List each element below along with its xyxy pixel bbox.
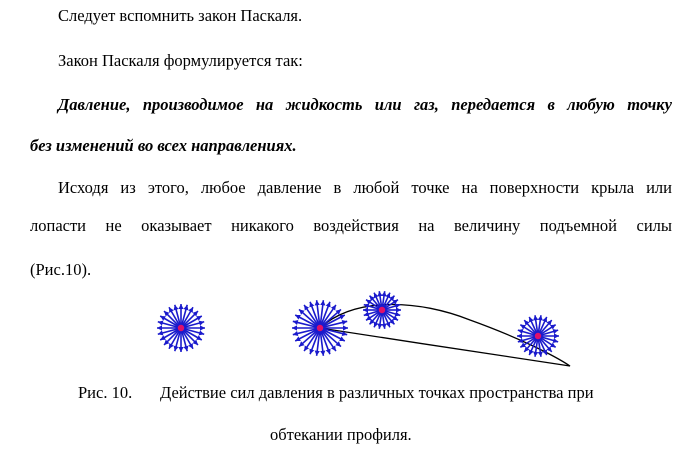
pressure-arrow-head [178, 347, 183, 352]
pressure-point-center [535, 333, 541, 339]
pressure-arrow-head [396, 307, 401, 312]
figure-caption-line-1: Действие сил давления в различных точках пространства при [160, 383, 594, 402]
law-statement-line-1: Давление, производимое на жидкость или газ, передается в любую точку [58, 95, 672, 114]
pressure-arrow-head [517, 333, 522, 338]
pressure-arrow-head [363, 307, 368, 312]
pressure-point-center [178, 325, 184, 331]
pressure-star-1 [157, 304, 205, 352]
law-statement-line-2: без изменений во всех направлениях. [30, 136, 297, 155]
pressure-arrow-head [343, 325, 348, 330]
pressure-point-center [379, 307, 385, 313]
pressure-point-center [317, 325, 323, 331]
paragraph-line-1: Исходя из этого, любое давление в любой точке на поверхности крыла или [58, 178, 672, 197]
pressure-star-3 [363, 291, 401, 329]
pressure-arrow-head [200, 325, 205, 330]
paragraph-line-3: (Рис.10). [30, 260, 92, 279]
paragraph-law-intro: Закон Паскаля формулируется так: [58, 51, 303, 70]
pressure-arrow-head [157, 325, 162, 330]
pressure-figure [0, 286, 697, 376]
paragraph-line-2: лопасти не оказывает никакого воздействия на величину подъемной силы [30, 216, 672, 235]
figure-caption-number: Рис. 10. [78, 383, 133, 402]
pressure-star-2 [292, 300, 348, 356]
figure-caption-line-2: обтекании профиля. [270, 425, 412, 444]
pressure-arrow-head [554, 333, 559, 338]
pressure-arrow-head [178, 304, 183, 309]
pressure-star-4 [517, 315, 559, 357]
pressure-arrow-head [292, 325, 297, 330]
paragraph-recall-law: Следует вспомнить закон Паскаля. [58, 6, 303, 25]
